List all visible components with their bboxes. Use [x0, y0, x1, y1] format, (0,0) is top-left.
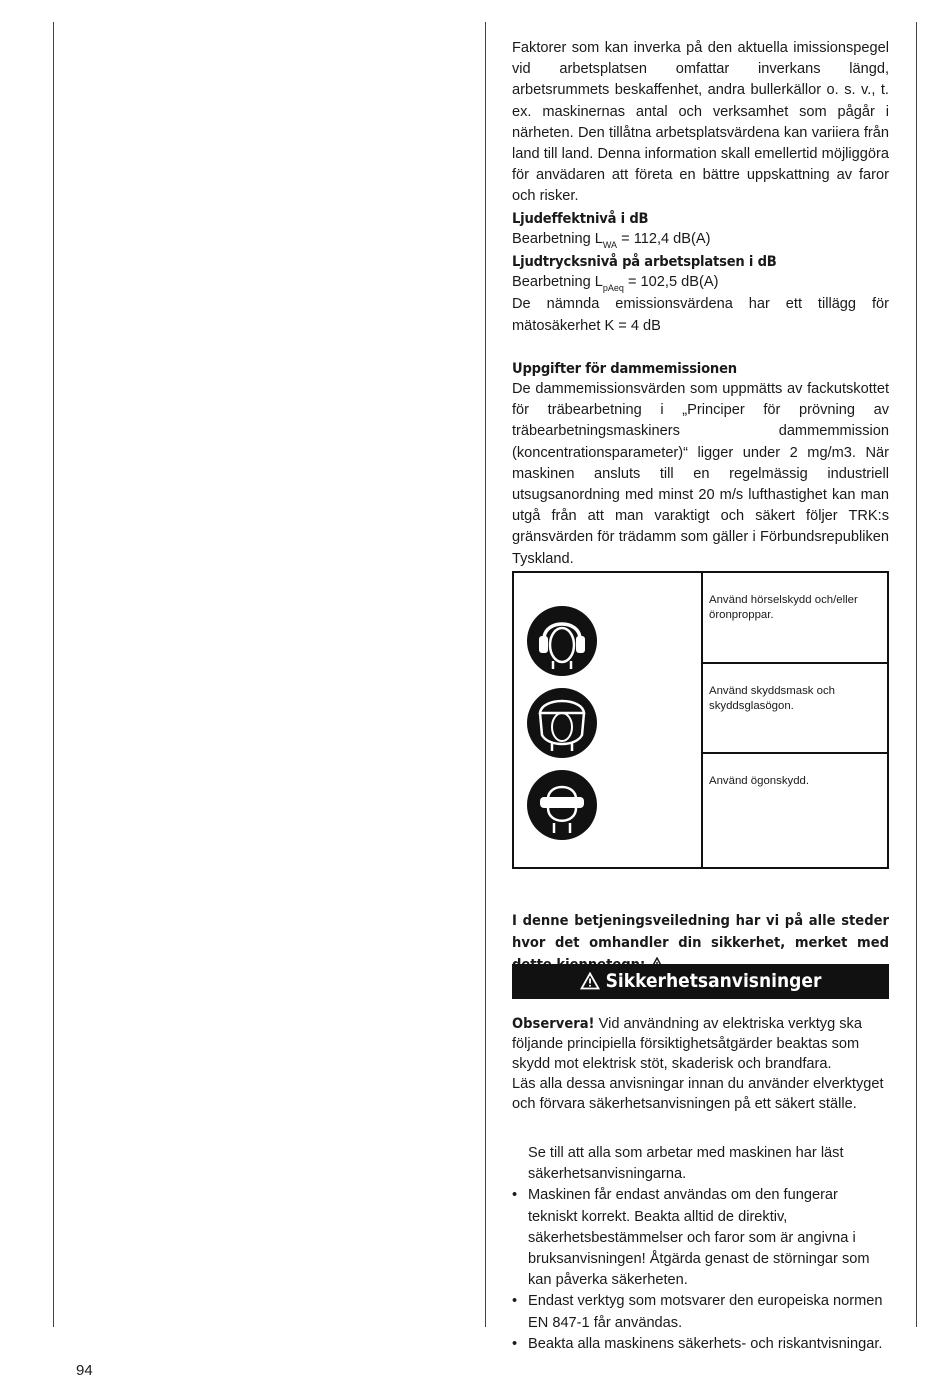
- eye-protection-icon: [526, 769, 598, 841]
- list-item: • Endast verktyg som motsvarer den europeiska normen EN 847-1 får användas.: [512, 1293, 883, 1331]
- page-number: 94: [76, 1362, 93, 1379]
- observe-paragraph-2: Läs alla dessa anvisningar innan du använder elverktyget och förvara säkerhetsanvisningen på ett säkert ställe.: [512, 1076, 884, 1112]
- intro-paragraph: Faktorer som kan inverka på den aktuella imissionspegel vid arbetsplatsen omfattar inverkans längd, arbetsrummets beskaffenhet, andra bullerkällor o. s. v., t. ex. maskinernas antal och verksamhet som pågår i närheten. Den tillåtna arbetsplatsvärdena kan variiera från land till land. Denna information skall emellertid möjliggöra för anvädaren att företa en bättre uppskattning av faror och risker.: [512, 40, 889, 205]
- observe-label: Observera!: [512, 1015, 595, 1032]
- ear-protection-icon: [526, 605, 598, 677]
- uncertainty-text: De nämnda emissionsvärdena har ett tillägg för mätosäkerhet K = 4 dB: [512, 296, 889, 334]
- safety-notice: I denne betjeningsveiledning har vi på alle steder hvor det omhandler din sikkerhet, merket med: [512, 910, 889, 976]
- sound-pressure-heading: Ljudtrycksnivå på arbetsplatsen i dB: [512, 253, 777, 271]
- ppe-mask-text: Använd skyddsmask och skyddsglasögon.: [703, 664, 887, 754]
- list-item: • Maskinen får endast användas om den fungerar tekniskt korrekt. Beakta alltid de direktiv, säkerhetsbestämmelser och faror som är angivna i bruksanvisningen! Åtgärda genast de störningar som kan påverka säkerheten.: [512, 1187, 870, 1289]
- warning-triangle-icon: [580, 972, 600, 990]
- sound-power-subscript: WA: [602, 239, 618, 250]
- left-margin-rule: [53, 22, 54, 1327]
- noise-section: [512, 38, 889, 570]
- observe-paragraph: Observera! Vid användning av elektriska verktyg ska följande principiella försiktighetsåtgärder beaktas som skydd mot elektrisk stöt, skaderisk och brandfara.: [512, 1015, 862, 1072]
- ppe-eye-text: Använd ögonskydd.: [709, 775, 810, 787]
- dust-paragraph: De dammemissionsvärden som uppmätts av fackutskottet för träbearbetning i „Principer för prövning av träbearbetningsmaskiners dammemmission (koncentrationsparameter)“ ligger under 2 mg/m3. När maskinen ansluts till en regelmässig industriell utsugsanordning med minst 20 m/s lufthastighet kan man utgå från att man varaktigt och säkert följer TRK:s gränsvärden för trädamm som gäller i Förbundsrepubliken Tyskland.: [512, 381, 889, 567]
- right-margin-rule: [916, 22, 917, 1327]
- safety-bullet-list: [512, 1143, 889, 1355]
- ppe-ear-text: Använd hörselskydd och/eller öronproppar.: [703, 573, 887, 664]
- safety-title-bar: [512, 964, 889, 999]
- safety-title: Sikkerhetsanvisninger: [605, 970, 822, 992]
- face-shield-icon: [526, 687, 598, 759]
- sound-power-heading: Ljudeffektnivå i dB: [512, 209, 649, 227]
- list-item: Se till att alla som arbetar med maskinen har läst säkerhetsanvisningarna.: [528, 1145, 844, 1183]
- dust-heading: Uppgifter för dammemissionen: [512, 359, 737, 377]
- sound-power-line: Bearbetning $L_{WA} = 112,4$ dB(A): [512, 230, 711, 250]
- column-divider-rule: [485, 22, 486, 1327]
- sound-pressure-subscript: pAeq: [602, 283, 624, 294]
- ppe-table: [512, 571, 889, 869]
- list-item: • Beakta alla maskinens säkerhets- och riskantvisningar.: [512, 1335, 883, 1352]
- sound-pressure-line: Bearbetning $L_{pAeq} = 102,5$ dB(A): [512, 274, 719, 294]
- observe-block: [512, 1014, 889, 1114]
